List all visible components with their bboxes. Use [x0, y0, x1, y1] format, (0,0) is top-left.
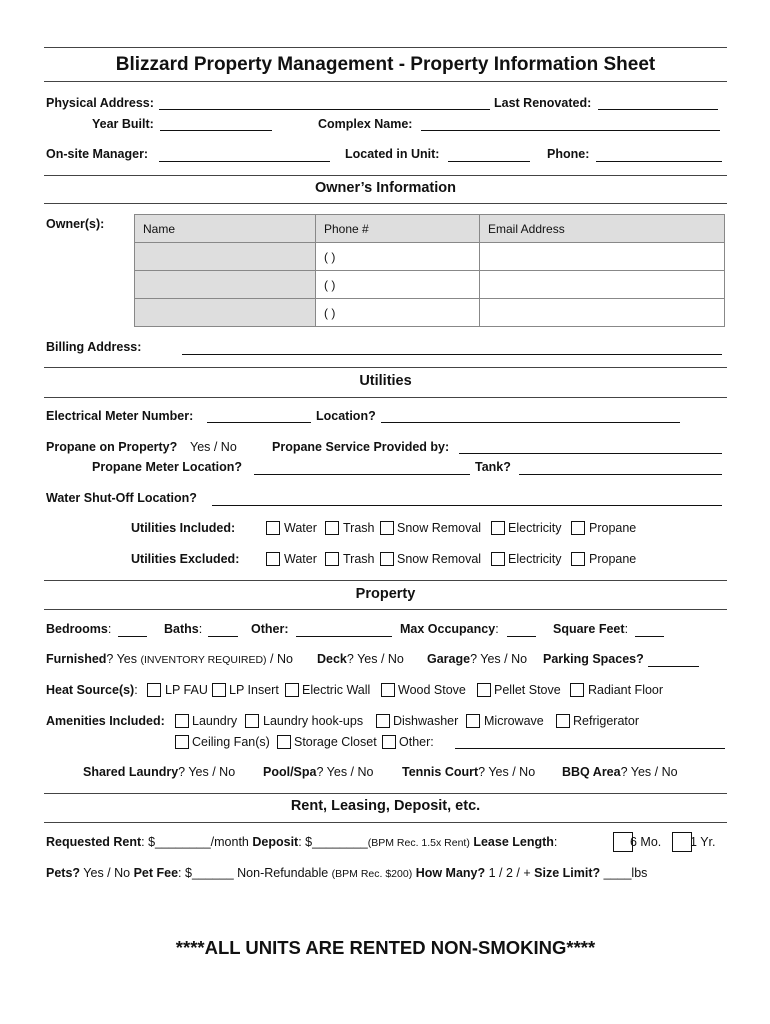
table-row	[135, 243, 725, 271]
included-water-checkbox[interactable]	[266, 521, 280, 535]
owners-table	[134, 214, 725, 327]
heat-pellet-stove-label: Pellet Stove	[494, 683, 561, 697]
physical-address-label: Physical Address:	[46, 96, 154, 110]
amenity-laundry-hookups-label: Laundry hook-ups	[263, 714, 364, 728]
utilities-heading: Utilities	[359, 373, 412, 389]
heat-radiant-floor-checkbox[interactable]	[570, 683, 584, 697]
heat-wood-stove-label: Wood Stove	[398, 683, 466, 697]
deck-yes-no[interactable]: ? Yes / No	[346, 652, 404, 666]
heat-electric-wall-checkbox[interactable]	[285, 683, 299, 697]
rent-heading: Rent, Leasing, Deposit, etc.	[290, 798, 481, 814]
included-electricity-checkbox[interactable]	[491, 521, 505, 535]
meter-location-field[interactable]	[381, 422, 680, 423]
owner-name-cell[interactable]	[135, 243, 316, 271]
baths-field[interactable]	[208, 636, 238, 637]
included-water-label: Water	[284, 521, 317, 535]
propane-service-field[interactable]	[459, 453, 722, 454]
pets-row	[46, 866, 647, 880]
excluded-trash-label: Trash	[343, 552, 375, 566]
deck-row	[317, 652, 404, 666]
size-limit-field[interactable]: ____lbs	[603, 866, 648, 880]
property-heading: Property	[355, 586, 416, 602]
pet-fee-note: (BPM Rec. $200)	[331, 868, 413, 880]
electrical-meter-field[interactable]	[207, 422, 311, 423]
phone-label: Phone:	[547, 147, 590, 161]
baths-label: Baths:	[164, 622, 203, 636]
bbq-area-yes-no[interactable]: ? Yes / No	[620, 765, 678, 779]
pet-fee-label: Pet Fee	[133, 866, 179, 880]
amenity-ceiling-fans-checkbox[interactable]	[175, 735, 189, 749]
heat-lp-fau-label: LP FAU	[165, 683, 208, 697]
included-snow-removal-checkbox[interactable]	[380, 521, 394, 535]
amenity-ceiling-fans-label: Ceiling Fan(s)	[192, 735, 270, 749]
owner-email-cell[interactable]	[480, 243, 725, 271]
billing-address-label: Billing Address:	[46, 340, 142, 354]
excluded-electricity-checkbox[interactable]	[491, 552, 505, 566]
excluded-water-checkbox[interactable]	[266, 552, 280, 566]
excluded-snow-removal-label: Snow Removal	[397, 552, 482, 566]
deposit-label: Deposit	[252, 835, 299, 849]
table-row	[135, 299, 725, 327]
excluded-snow-removal-checkbox[interactable]	[380, 552, 394, 566]
rent-row: Requested Rent: $________/month Deposit: $________(BPM Rec. 1.5x Rent) Lease Length:	[46, 835, 558, 849]
pool-spa-row	[263, 765, 373, 779]
square-feet-label: Square Feet:	[553, 622, 629, 636]
included-propane-checkbox[interactable]	[571, 521, 585, 535]
amenity-laundry-label: Laundry	[192, 714, 238, 728]
located-in-unit-field[interactable]	[448, 161, 530, 162]
excluded-propane-label: Propane	[589, 552, 637, 566]
bbq-area-row	[562, 765, 678, 779]
heat-lp-fau-checkbox[interactable]	[147, 683, 161, 697]
utilities-included-label: Utilities Included:	[131, 521, 236, 535]
parking-spaces-label: Parking Spaces?	[543, 652, 644, 666]
pets-label: Pets?	[46, 866, 81, 880]
excluded-trash-checkbox[interactable]	[325, 552, 339, 566]
amenity-microwave-checkbox[interactable]	[466, 714, 480, 728]
tank-field[interactable]	[519, 474, 722, 475]
shared-laundry-label: Shared Laundry	[83, 765, 179, 779]
deposit-field[interactable]: : $________	[298, 835, 368, 849]
how-many-options[interactable]: 1 / 2 / +	[488, 866, 531, 880]
heat-wood-stove-checkbox[interactable]	[381, 683, 395, 697]
complex-name-field[interactable]	[421, 130, 720, 131]
other-label: Other:	[251, 622, 289, 636]
amenity-microwave-label: Microwave	[484, 714, 544, 728]
garage-label: Garage	[427, 652, 471, 666]
included-trash-checkbox[interactable]	[325, 521, 339, 535]
square-feet-field[interactable]	[635, 636, 664, 637]
how-many-label: How Many?	[415, 866, 486, 880]
electrical-meter-label: Electrical Meter Number:	[46, 409, 194, 423]
lease-1yr-checkbox[interactable]	[672, 832, 692, 852]
owner-name-cell[interactable]	[135, 271, 316, 299]
meter-location-label: Location?	[316, 409, 376, 423]
deposit-note: (BPM Rec. 1.5x Rent)	[367, 837, 470, 849]
heat-sources-label: Heat Source(s):	[46, 683, 138, 697]
pool-spa-label: Pool/Spa	[263, 765, 317, 779]
owners-heading: Owner’s Information	[315, 180, 456, 196]
complex-name-label: Complex Name:	[318, 117, 413, 131]
propane-meter-location-label: Propane Meter Location?	[92, 460, 243, 474]
amenity-dishwasher-checkbox[interactable]	[376, 714, 390, 728]
amenity-other-checkbox[interactable]	[382, 735, 396, 749]
amenity-refrigerator-checkbox[interactable]	[556, 714, 570, 728]
column-header-phone: Phone #	[316, 215, 480, 243]
table-header-row	[135, 215, 725, 243]
heat-pellet-stove-checkbox[interactable]	[477, 683, 491, 697]
propane-on-property-label: Propane on Property?	[46, 440, 178, 454]
amenity-storage-closet-label: Storage Closet	[294, 735, 377, 749]
max-occupancy-label: Max Occupancy:	[400, 622, 499, 636]
excluded-water-label: Water	[284, 552, 317, 566]
onsite-manager-field[interactable]	[159, 161, 330, 162]
max-occupancy-field[interactable]	[507, 636, 536, 637]
included-trash-label: Trash	[343, 521, 375, 535]
propane-meter-location-field[interactable]	[254, 474, 470, 475]
furnished-no[interactable]: / No	[270, 652, 293, 666]
owner-phone-cell[interactable]: ( )	[316, 299, 480, 327]
shared-laundry-row	[83, 765, 235, 779]
parking-spaces-field[interactable]	[648, 666, 699, 667]
non-refundable-label: Non-Refundable	[237, 866, 329, 880]
year-built-label: Year Built:	[92, 117, 154, 131]
pets-yes-no[interactable]: Yes / No	[83, 866, 131, 880]
furnished-label: Furnished	[46, 652, 107, 666]
amenity-laundry-checkbox[interactable]	[175, 714, 189, 728]
year-built-field[interactable]	[160, 130, 272, 131]
owners-label: Owner(s):	[46, 217, 105, 231]
deck-label: Deck	[317, 652, 347, 666]
onsite-manager-label: On-site Manager:	[46, 147, 149, 161]
water-shutoff-label: Water Shut-Off Location?	[46, 491, 197, 505]
propane-yes-no[interactable]: Yes / No	[190, 440, 237, 454]
amenity-storage-closet-checkbox[interactable]	[277, 735, 291, 749]
bedrooms-field[interactable]	[118, 636, 147, 637]
furnished-yes[interactable]: ? Yes	[106, 652, 138, 666]
propane-service-label: Propane Service Provided by:	[272, 440, 450, 454]
phone-field[interactable]	[596, 161, 722, 162]
tennis-court-label: Tennis Court	[402, 765, 479, 779]
bedrooms-label: Bedrooms:	[46, 622, 112, 636]
requested-rent-label: Requested Rent	[46, 835, 142, 849]
requested-rent-field[interactable]: : $________/month	[141, 835, 249, 849]
billing-address-field[interactable]	[182, 354, 722, 355]
column-header-name: Name	[135, 215, 316, 243]
tennis-court-yes-no[interactable]: ? Yes / No	[478, 765, 536, 779]
amenity-dishwasher-label: Dishwasher	[393, 714, 459, 728]
other-field[interactable]	[296, 636, 392, 637]
amenity-other-label: Other:	[399, 735, 434, 749]
owner-phone-cell[interactable]: ( )	[316, 271, 480, 299]
amenity-other-field[interactable]	[455, 748, 725, 749]
inventory-required-note: (INVENTORY REQUIRED)	[140, 654, 267, 666]
utilities-excluded-label: Utilities Excluded:	[131, 552, 240, 566]
excluded-electricity-label: Electricity	[508, 552, 562, 566]
owner-email-cell[interactable]	[480, 299, 725, 327]
garage-row	[427, 652, 527, 666]
column-header-email: Email Address	[480, 215, 725, 243]
owner-name-cell[interactable]	[135, 299, 316, 327]
table-row	[135, 271, 725, 299]
lease-6mo-label: 6 Mo.	[630, 835, 662, 849]
lease-length-label: Lease Length	[473, 835, 554, 849]
furnished-row	[46, 652, 293, 666]
page-title: Blizzard Property Management - Property Information Sheet	[115, 54, 656, 75]
pool-spa-yes-no[interactable]: ? Yes / No	[316, 765, 374, 779]
located-in-unit-label: Located in Unit:	[345, 147, 440, 161]
lease-1yr-label: 1 Yr.	[690, 835, 716, 849]
water-shutoff-field[interactable]	[212, 505, 722, 506]
last-renovated-label: Last Renovated:	[494, 96, 592, 110]
included-propane-label: Propane	[589, 521, 637, 535]
size-limit-label: Size Limit?	[534, 866, 601, 880]
tank-label: Tank?	[475, 460, 511, 474]
owner-email-cell[interactable]	[480, 271, 725, 299]
tennis-court-row	[402, 765, 535, 779]
last-renovated-field[interactable]	[598, 109, 718, 110]
pet-fee-field[interactable]: : $______	[178, 866, 234, 880]
heat-lp-insert-checkbox[interactable]	[212, 683, 226, 697]
heat-electric-wall-label: Electric Wall	[302, 683, 371, 697]
physical-address-field[interactable]	[159, 109, 490, 110]
shared-laundry-yes-no[interactable]: ? Yes / No	[178, 765, 236, 779]
garage-yes-no[interactable]: ? Yes / No	[470, 652, 528, 666]
amenity-refrigerator-label: Refrigerator	[573, 714, 639, 728]
owner-phone-cell[interactable]: ( )	[316, 243, 480, 271]
amenity-laundry-hookups-checkbox[interactable]	[245, 714, 259, 728]
amenities-label: Amenities Included:	[46, 714, 165, 728]
bbq-area-label: BBQ Area	[562, 765, 621, 779]
heat-lp-insert-label: LP Insert	[229, 683, 279, 697]
excluded-propane-checkbox[interactable]	[571, 552, 585, 566]
heat-radiant-floor-label: Radiant Floor	[588, 683, 664, 697]
included-snow-removal-label: Snow Removal	[397, 521, 482, 535]
non-smoking-notice: ****ALL UNITS ARE RENTED NON-SMOKING****	[175, 937, 596, 958]
included-electricity-label: Electricity	[508, 521, 562, 535]
